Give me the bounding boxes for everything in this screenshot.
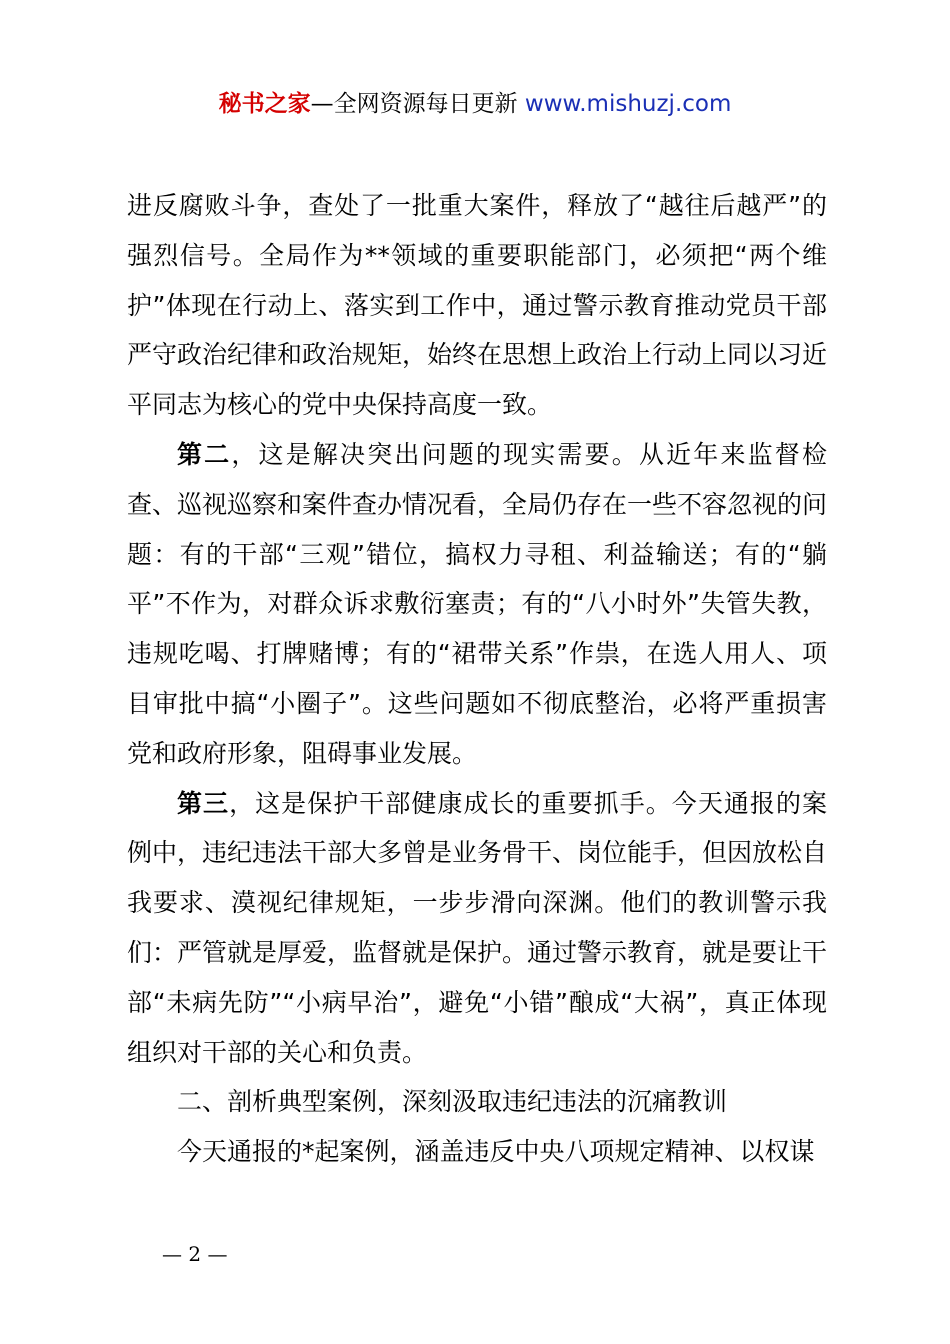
paragraph-4: 今天通报的*起案例，涵盖违反中央八项规定精神、以权谋 [177,1137,815,1167]
document-body [127,181,827,1177]
brand-name: 秘书之家 [218,91,311,117]
section-heading: 二、剖析典型案例，深刻汲取违纪违法的沉痛教训 [177,1087,728,1117]
paragraph-3-text: ，这是保护干部健康成长的重要抓手。今天通报的案例中，违纪违法干部大多曾是业务骨干、岗位能手，但因放松自我要求、漠视纪律规矩，一步步滑向深渊。他们的教训警示我们：严管就是厚爱，监督就是保护。通过警示教育，就是要让干部“未病先防”“小病早治”，避免“小错”酿成“大祸”，真正体现组织对干部的关心和负责。 [127,788,828,1067]
paragraph-3 [127,779,827,1078]
page-number: — 2 — [162,1242,228,1266]
paragraph-2 [127,430,827,779]
paragraph-1: 进反腐败斗争，查处了一批重大案件，释放了“越往后越严”的强烈信号。全局作为**领域的重要职能部门，必须把“两个维护”体现在行动上、落实到工作中，通过警示教育推动党员干部严守政治纪律和政治规矩，始终在思想上政治上行动上同以习近平同志为核心的党中央保持高度一致。 [127,191,828,420]
paragraph-2-text: ，这是解决突出问题的现实需要。从近年来监督检查、巡视巡察和案件查办情况看，全局仍存在一些不容忽视的问题：有的干部“三观”错位，搞权力寻租、利益输送；有的“躺平”不作为，对群众诉求敷衍塞责；有的“八小时外”失管失教，违规吃喝、打牌赌博；有的“裙带关系”作祟，在选人用人、项目审批中搞“小圈子”。这些问题如不彻底整治，必将严重损害党和政府形象，阻碍事业发展。 [127,439,828,768]
site-header [0,86,950,122]
paragraph-3-lead: 第三 [177,788,230,818]
header-tagline: —全网资源每日更新 [310,91,518,117]
site-url-link[interactable]: www.mishuzj.com [524,91,732,117]
paragraph-2-lead: 第二 [177,439,232,469]
